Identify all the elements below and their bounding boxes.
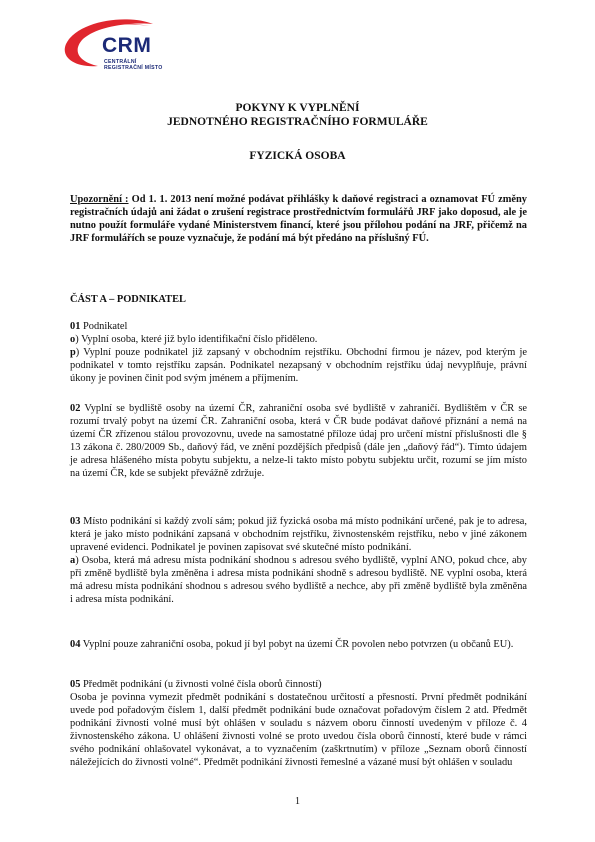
item-05-label: Předmět podnikání (u živnosti volné čísla oborů činností) [80, 679, 322, 690]
item-05 [70, 678, 527, 769]
item-02-number: 02 [70, 403, 81, 414]
item-03-a-key: a [70, 555, 76, 566]
item-01-o-key: o [70, 334, 76, 345]
item-01-o-text: ) Vyplní osoba, které již bylo identifikační číslo přiděleno. [75, 334, 318, 345]
item-01 [70, 320, 527, 385]
item-01-p-key: p [70, 347, 76, 358]
logo-subtitle-line2: REGISTRAČNÍ MÍSTO [104, 65, 163, 71]
item-03-a-text: ) Osoba, která má adresu místa podnikání shodnou s adresou svého bydliště, vyplní ANO, pokud chce, aby při změně bydliště byla změněna i adresa místa podnikání shodně s adresou bydliště. NE vyplní osoba, která má adresu místa podnikání shodnou s adresou svého bydliště a nechce, aby při změně bydliště byla změněna i adresa místa podnikání. [70, 555, 527, 605]
item-02 [70, 402, 527, 480]
item-02-text: Vyplní se bydliště osoby na území ČR, zahraniční osoba své bydliště v zahraničí. Bydlištěm v ČR se rozumí trvalý pobyt na území ČR. Zahraniční osoba, která v ČR bude podávat daňové přiznání a nemá na území ČR zřízenou stálou provozovnu, uvede na samostatné příloze údaj pro určení místní příslušnosti dle § 13 zákona č. 280/2009 Sb., daňový řád, ve znění pozdějších předpisů (dále jen „daňový řád“). Tímto údajem je adresa hlášeného místa pobytu subjektu, a nelze-li takto místo pobytu subjektu určit, rozumí se jím místo na území ČR, kde se subjekt převážně zdržuje. [70, 403, 527, 479]
title-line1: POKYNY K VYPLNĚNÍ [235, 102, 360, 114]
item-01-number: 01 [70, 321, 81, 332]
item-01-label: Podnikatel [80, 321, 128, 332]
item-04-number: 04 [70, 639, 81, 650]
item-05-number: 05 [70, 679, 81, 690]
item-05-text: Osoba je povinna vymezit předmět podnikání s dostatečnou určitostí a přesností. První předmět podnikání uvede pod pořadovým číslem 1, další předmět podnikání bude označovat pořadovým číslem 2 atd. Předmět podnikání živnosti volné musí být ohlášen v souladu s názvem oboru činností uvedeným v příloze č. 4 živnostenského zákona. U ohlášení živnosti volné se proto uvedou čísla oborů činností, které bude v rámci svého podnikání ohlašovatel vykonávat, a to vyznačením (zaškrtnutím) v příloze „Seznam oborů činností náležejících do živnosti volné“. Předmět podnikání živnosti řemeslné a vázané musí být ohlášen v souladu [70, 692, 527, 768]
item-03 [70, 515, 527, 606]
section-a-title: ČÁST A – PODNIKATEL [70, 294, 186, 305]
notice-block [70, 193, 527, 245]
logo-name: CRM [102, 34, 152, 57]
item-03-text: Místo podnikání si každý zvolí sám; pokud již fyzická osoba má místo podnikání určené, pak je to adresa, která je jako místo podnikání zapsaná v obchodním rejstříku, živnostenském rejstříku, nebo v jiné zákonem upravené evidenci. Podnikatel je povinen zapisovat své skutečné místo podnikání. [70, 516, 527, 553]
subtitle: FYZICKÁ OSOBA [249, 150, 346, 162]
notice-text: Od 1. 1. 2013 není možné podávat přihlášky k daňové registraci a oznamovat FÚ změny registračních údajů ani žádat o zrušení registrace prostřednictvím formulářů JRF jako doposud, ale je nutno použít formuláře vydané Ministerstvem financí, které jsou přílohou podání na JRF, přičemž na JRF formulářích se pouze vyznačuje, že podání má být předáno na příslušný FÚ. [70, 194, 528, 244]
page-number: 1 [295, 796, 300, 807]
item-04 [70, 638, 527, 651]
item-04-text: Vyplní pouze zahraniční osoba, pokud jí byl pobyt na území ČR povolen nebo potvrzen (u občanů EU). [80, 639, 514, 650]
item-01-p-text: ) Vyplní pouze podnikatel již zapsaný v obchodním rejstříku. Obchodní firmou je název, pod kterým je podnikatel v tomto rejstříku zapsán. Podnikatel nezapsaný v obchodním rejstříku údaj nevyplňuje, právní úkony je povinen činit pod svým jménem a příjmením. [70, 347, 527, 384]
title-line2: JEDNOTNÉHO REGISTRAČNÍHO FORMULÁŘE [167, 116, 428, 128]
item-03-number: 03 [70, 516, 81, 527]
logo-subtitle-line1: CENTRÁLNÍ [104, 59, 137, 65]
notice-label: Upozornění : [70, 194, 129, 205]
